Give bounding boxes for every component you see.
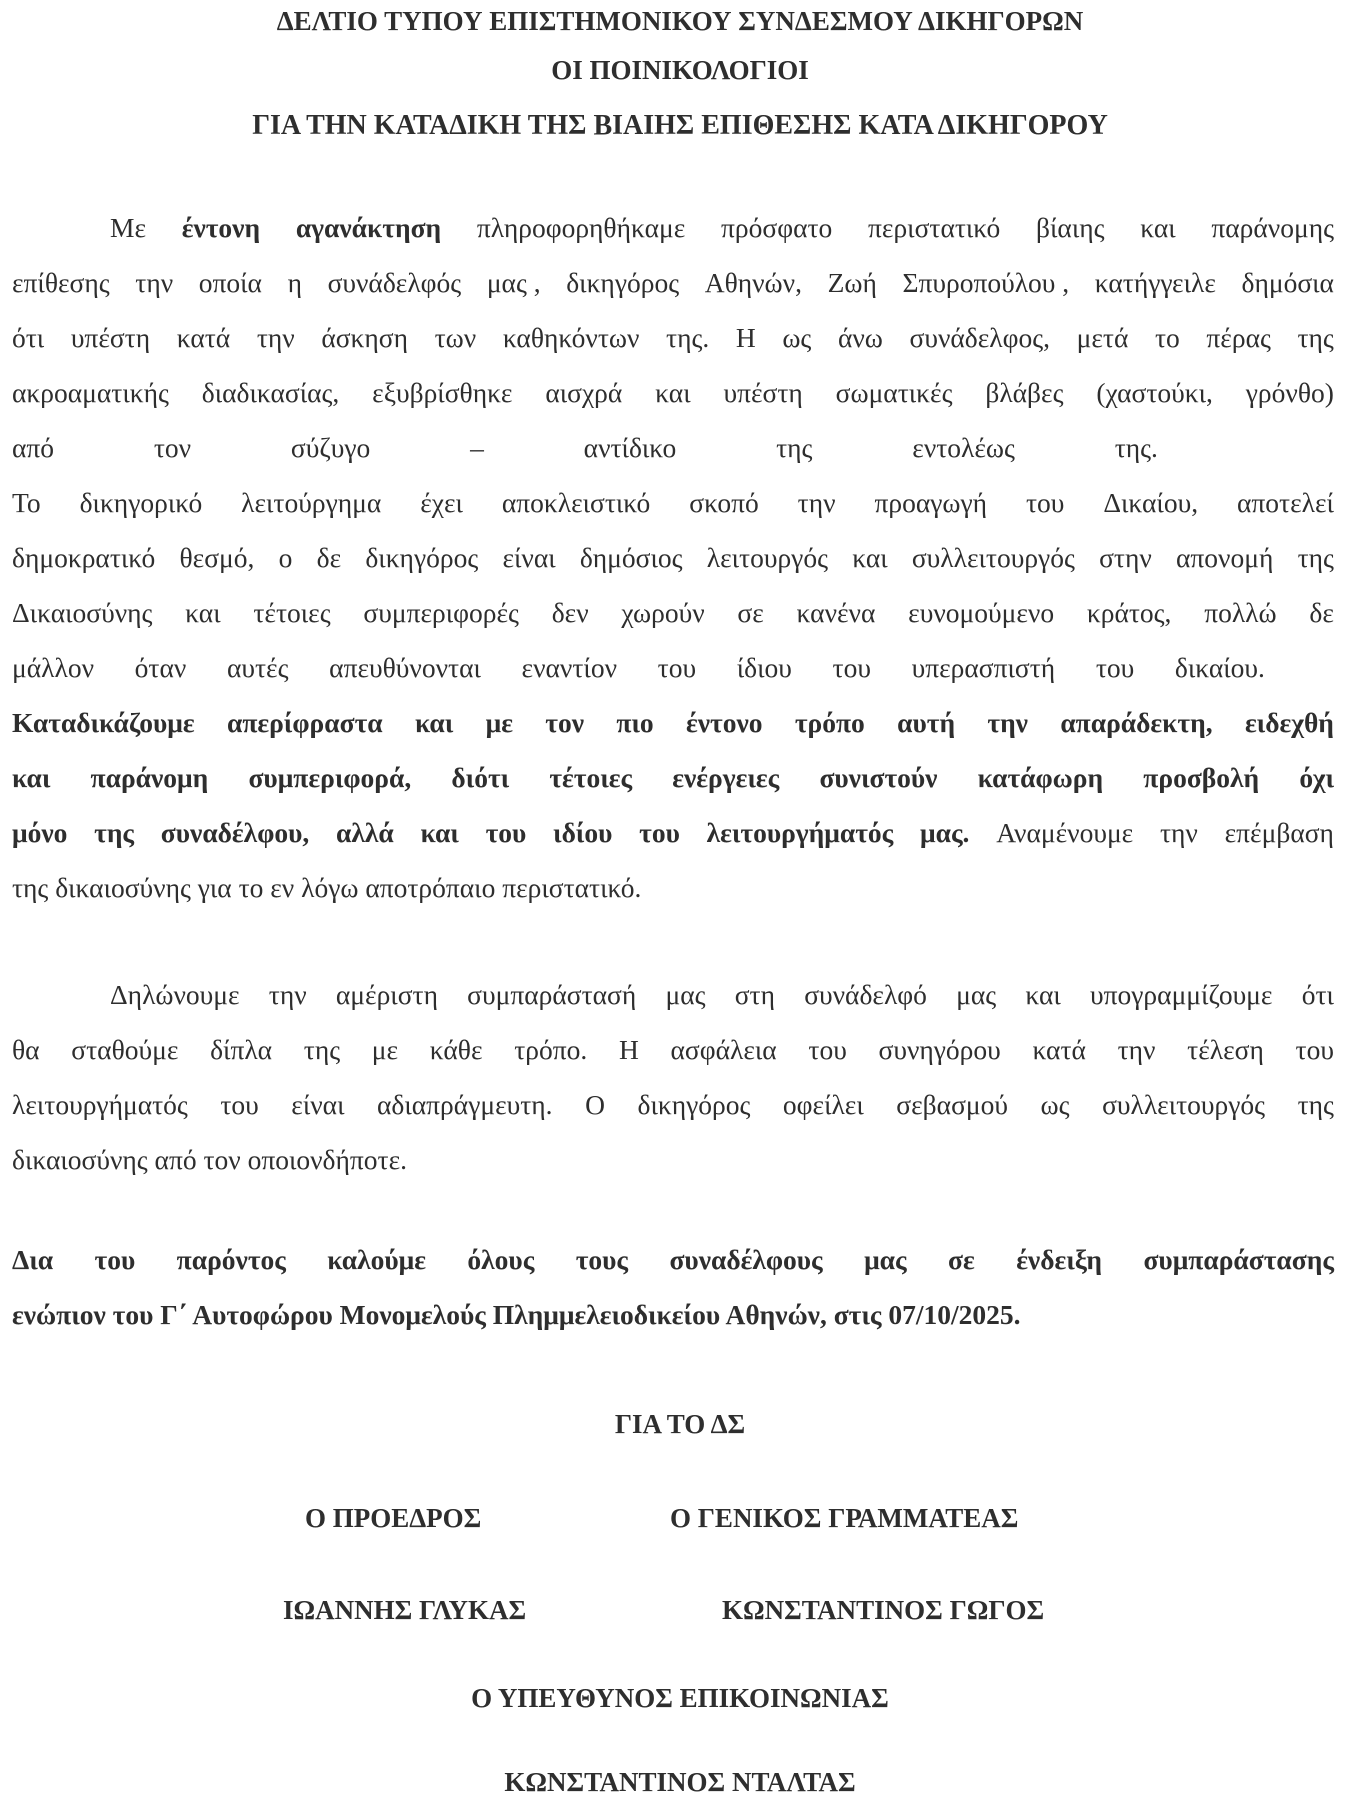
text-run: σταθούμε [71, 1034, 179, 1065]
text-run: συλλειτουργός [1102, 1089, 1266, 1120]
blank-line [12, 915, 1360, 967]
text-run: κανένα [796, 597, 876, 628]
bold-text-run: απαράδεκτη, [1060, 707, 1213, 738]
text-run: αποκλειστικό [501, 487, 651, 518]
text-run: δημοκρατικό [12, 542, 156, 573]
text-run: η [287, 267, 302, 298]
text-run: συλλειτουργός [911, 542, 1075, 573]
text-run: την [1117, 1034, 1156, 1065]
bold-text-run: ιδίου [553, 817, 613, 848]
text-run: οφείλει [782, 1089, 864, 1120]
text-run: της. [1114, 432, 1158, 463]
bold-text-run: συμπαράστασης [1143, 1244, 1334, 1275]
document-title-line-2: ΟΙ ΠΟΙΝΙΚΟΛΟΓΙΟΙ [551, 55, 809, 85]
text-run: στη [734, 979, 775, 1010]
text-run: αμέριστη [335, 979, 438, 1010]
text-run: γρόνθο) [1245, 377, 1334, 408]
text-run: της. [666, 322, 710, 353]
bold-text-run: τέτοιες [549, 762, 633, 793]
text-run: περιστατικό [868, 212, 1001, 243]
text-run: είναι [291, 1089, 345, 1120]
text-run: βλάβες [985, 377, 1064, 408]
text-run: αδιαπράγμευτη. [377, 1089, 553, 1120]
text-run: Το [12, 487, 41, 518]
text-run: δημόσια [1241, 267, 1334, 298]
text-run: δικηγόρος [637, 1089, 751, 1120]
bold-text-run: ενέργειες [672, 762, 780, 793]
bold-text-run: συνιστούν [819, 762, 938, 793]
text-run: μας [956, 979, 997, 1010]
text-run: μάλλον [12, 652, 95, 683]
text-run: ίδιου [736, 652, 792, 683]
text-run: οποία [198, 267, 262, 298]
text-run: βίαιης [1036, 212, 1105, 243]
text-run: του [1025, 487, 1065, 518]
signature-secretary-title: Ο ΓΕΝΙΚΟΣ ΓΡΑΜΜΑΤΕΑΣ [670, 1503, 1019, 1533]
text-run: της [303, 1034, 341, 1065]
text-run: και [1025, 979, 1061, 1010]
bold-text-run: της [94, 817, 135, 848]
text-line [12, 420, 1158, 475]
text-run: συνάδελφό [804, 979, 927, 1010]
text-run: επίθεσης [12, 267, 110, 298]
bold-text-run: Καταδικάζουμε [12, 707, 195, 738]
text-line [12, 200, 1334, 255]
signature-secretary-name: ΚΩΝΣΤΑΝΤΙΝΟΣ ΓΩΓΟΣ [722, 1595, 1045, 1625]
text-run: και [1140, 212, 1176, 243]
text-run: απονομή [1176, 542, 1274, 573]
text-run: λειτουργήματός [12, 1089, 188, 1120]
text-run: συνηγόρου [878, 1034, 1001, 1065]
text-run: θεσμό, [179, 542, 255, 573]
blank-line [12, 1187, 1360, 1232]
text-run: διαδικασίας, [201, 377, 340, 408]
bold-text-run: έντονο [686, 707, 763, 738]
text-run: και [655, 377, 691, 408]
bold-text-run: συναδέλφου, [160, 817, 310, 848]
text-run: από [12, 432, 55, 463]
text-run: την [1159, 817, 1198, 848]
bold-text-run: του [485, 817, 527, 848]
text-run: Αθηνών, [704, 267, 802, 298]
text-line [12, 585, 1334, 640]
signature-president-title: Ο ΠΡΟΕΔΡΟΣ [305, 1503, 482, 1533]
text-run: ότι [1301, 979, 1334, 1010]
text-run: του [657, 652, 697, 683]
text-run: (χαστούκι, [1096, 377, 1213, 408]
text-run: σωματικές [835, 377, 953, 408]
text-line [12, 640, 1265, 695]
bold-text-run: ειδεχθή [1244, 707, 1334, 738]
text-run: της [776, 432, 813, 463]
bold-text-run: και [420, 817, 459, 848]
bold-text-run: πιο [616, 707, 654, 738]
text-run: κατά [1032, 1034, 1086, 1065]
text-run: είναι [502, 542, 556, 573]
text-line [12, 255, 1334, 310]
text-run: εναντίον [521, 652, 618, 683]
bold-text-run: τους [575, 1244, 629, 1275]
text-run: την [256, 322, 295, 353]
text-run: κάθε [429, 1034, 483, 1065]
text-run: σεβασμού [896, 1089, 1009, 1120]
text-run: Η [735, 322, 756, 353]
text-run: και [852, 542, 888, 573]
text-run: σε [737, 597, 764, 628]
text-run: το [1155, 322, 1180, 353]
text-run: δημόσιος [579, 542, 683, 573]
bold-text-run: Δια [12, 1244, 54, 1275]
bold-text-run: αγανάκτηση [295, 212, 442, 243]
text-run: δε [1309, 597, 1334, 628]
text-run: σύζυγο [290, 432, 371, 463]
text-run: δικηγορικό [79, 487, 203, 518]
text-run: λειτουργός [706, 542, 828, 573]
bold-text-run: προσβολή [1143, 762, 1260, 793]
text-run: κατά [176, 322, 231, 353]
text-run: του [1295, 1034, 1334, 1065]
text-run: πρόσφατο [721, 212, 833, 243]
text-run: της δικαιοσύνης για το εν λόγω αποτρόπαιο περιστατικό. [12, 872, 642, 903]
text-run: του [808, 1034, 847, 1065]
text-run: αποτελεί [1237, 487, 1334, 518]
text-run: λειτούργημα [241, 487, 382, 518]
text-run: Δικαιοσύνης [12, 597, 153, 628]
text-run: απευθύνονται [329, 652, 481, 683]
bold-text-run: συμπεριφορά, [248, 762, 412, 793]
text-run: καθηκόντων [502, 322, 640, 353]
text-run: Σπυροπούλου , [902, 267, 1070, 298]
text-run: της [1297, 322, 1334, 353]
text-run: της [1297, 542, 1334, 573]
text-run: δικηγόρος [566, 267, 680, 298]
bold-text-run: έντονη [181, 212, 261, 243]
bold-text-run: λειτουργήματός [706, 817, 894, 848]
text-run: επέμβαση [1224, 817, 1334, 848]
text-run: ως [782, 322, 812, 353]
text-line [12, 365, 1334, 420]
text-run: κατήγγειλε [1094, 267, 1216, 298]
text-run: δικαίου. [1174, 652, 1265, 683]
bold-text-run: την [987, 707, 1028, 738]
text-run: δεν [551, 597, 589, 628]
text-run: δικαιοσύνης από τον οποιονδήποτε. [12, 1144, 407, 1175]
signature-communication-name: ΚΩΝΣΤΑΝΤΙΝΟΣ ΝΤΑΛΤΑΣ [504, 1767, 856, 1797]
bold-text-run: αυτή [897, 707, 956, 738]
text-run: Δηλώνουμε [110, 979, 240, 1010]
text-run: αυτές [226, 652, 289, 683]
text-run: την [797, 487, 836, 518]
text-run: – [470, 432, 484, 463]
text-run: θα [12, 1034, 40, 1065]
bold-text-run: και [414, 707, 454, 738]
text-run: δίπλα [210, 1034, 273, 1065]
text-line [12, 860, 1360, 915]
document-body [0, 200, 1360, 1342]
text-run: τέτοιες [253, 597, 331, 628]
text-run: μας [665, 979, 706, 1010]
text-run: πέρας [1206, 322, 1271, 353]
text-run: παράνομης [1211, 212, 1334, 243]
text-run: αντίδικο [583, 432, 677, 463]
bold-text-run: τρόπο [794, 707, 865, 738]
text-run: μας , [486, 267, 541, 298]
text-line [12, 750, 1334, 805]
bold-text-run: όχι [1299, 762, 1334, 793]
text-run: υπερασπιστή [911, 652, 1056, 683]
bold-text-run: συναδέλφους [669, 1244, 823, 1275]
text-run: και [185, 597, 221, 628]
text-run: συμπεριφορές [363, 597, 519, 628]
text-run: υπογραμμίζουμε [1090, 979, 1273, 1010]
bold-text-run: παράνομη [90, 762, 209, 793]
text-run: όταν [134, 652, 187, 683]
text-line [12, 1232, 1334, 1287]
text-line [12, 530, 1334, 585]
bold-text-run: παρόντος [176, 1244, 286, 1275]
text-run: ασφάλεια [670, 1034, 777, 1065]
text-line [12, 805, 1334, 860]
text-run: πληροφορηθήκαμε [476, 212, 686, 243]
text-run: αισχρά [545, 377, 623, 408]
text-line [12, 695, 1334, 750]
bold-text-run: ενώπιον του Γ΄ Αυτοφώρου Μονομελούς Πλημμελειοδικείου Αθηνών, στις 07/10/2025. [12, 1299, 1021, 1330]
text-run: συνάδελφος, [909, 322, 1051, 353]
text-run: έχει [420, 487, 463, 518]
text-run: σκοπό [689, 487, 759, 518]
text-run: κράτος, [1086, 597, 1172, 628]
bold-text-run: απερίφραστα [226, 707, 383, 738]
text-run: συνάδελφός [327, 267, 462, 298]
text-run: του [1095, 652, 1135, 683]
bold-text-run: σε [948, 1244, 975, 1275]
bold-text-run: μας [864, 1244, 907, 1275]
document-title-line-1: ΔΕΛΤΙΟ ΤΥΠΟΥ ΕΠΙΣΤΗΜΟΝΙΚΟΥ ΣΥΝΔΕΣΜΟΥ ΔΙΚΗΓΟΡΩΝ [276, 6, 1084, 36]
text-run: δικηγόρος [365, 542, 479, 573]
bold-text-run: όλους [467, 1244, 535, 1275]
text-run: ευνομούμενο [908, 597, 1055, 628]
text-run: τέλεση [1187, 1034, 1264, 1065]
text-run: εξυβρίσθηκε [372, 377, 513, 408]
text-line [12, 1077, 1334, 1132]
text-run: άσκηση [321, 322, 408, 353]
text-run: ο [278, 542, 293, 573]
bold-text-run: του [639, 817, 680, 848]
bold-text-run: αλλά [336, 817, 394, 848]
text-run: στην [1099, 542, 1152, 573]
text-run: Δικαίου, [1103, 487, 1199, 518]
text-run: πολλώ [1204, 597, 1277, 628]
text-run: με [371, 1034, 399, 1065]
text-run: Ο [585, 1089, 605, 1120]
text-run: Με [110, 212, 146, 243]
bold-text-run: του [94, 1244, 136, 1275]
signature-for-board-label: ΓΙΑ ΤΟ ΔΣ [614, 1409, 746, 1439]
text-line [12, 310, 1334, 365]
text-run: ότι [12, 322, 45, 353]
text-run: συμπαράστασή [467, 979, 637, 1010]
text-run: υπέστη [723, 377, 803, 408]
text-run: του [220, 1089, 259, 1120]
signature-communication-title: Ο ΥΠΕΥΘΥΝΟΣ ΕΠΙΚΟΙΝΩΝΙΑΣ [471, 1683, 889, 1713]
text-run: Ζωή [827, 267, 877, 298]
text-run: της [1297, 1089, 1334, 1120]
bold-text-run: και [12, 762, 51, 793]
text-line [12, 1132, 1360, 1187]
text-run: τρόπο. [514, 1034, 588, 1065]
bold-text-run: μας. [920, 817, 970, 848]
text-line [12, 475, 1334, 530]
text-run: άνω [837, 322, 883, 353]
text-line [12, 1022, 1334, 1077]
bold-text-run: με [485, 707, 513, 738]
text-run: ακροαματικής [12, 377, 169, 408]
text-run: ως [1040, 1089, 1070, 1120]
bold-text-run: τον [545, 707, 585, 738]
text-run: εντολέως [912, 432, 1015, 463]
bold-text-run: κατάφωρη [977, 762, 1104, 793]
bold-text-run: καλούμε [327, 1244, 426, 1275]
text-run: Η [618, 1034, 639, 1065]
text-run: προαγωγή [874, 487, 988, 518]
text-run: την [268, 979, 307, 1010]
text-run: χωρούν [621, 597, 705, 628]
text-run: των [434, 322, 477, 353]
text-line [12, 1287, 1360, 1342]
text-run: υπέστη [70, 322, 151, 353]
text-run: δε [316, 542, 342, 573]
text-run: την [135, 267, 174, 298]
bold-text-run: διότι [451, 762, 510, 793]
bold-text-run: ένδειξη [1016, 1244, 1103, 1275]
text-run: μετά [1076, 322, 1129, 353]
text-run: τον [153, 432, 192, 463]
text-line [12, 967, 1334, 1022]
signature-president-name: ΙΩΑΝΝΗΣ ΓΛΥΚΑΣ [283, 1595, 527, 1625]
text-run: του [832, 652, 871, 683]
document-subject-heading: ΓΙΑ ΤΗΝ ΚΑΤΑΔΙΚΗ ΤΗΣ ΒΙΑΙΗΣ ΕΠΙΘΕΣΗΣ ΚΑΤΑ ΔΙΚΗΓΟΡΟΥ [252, 110, 1108, 141]
text-run: Αναμένουμε [996, 817, 1134, 848]
bold-text-run: μόνο [12, 817, 68, 848]
